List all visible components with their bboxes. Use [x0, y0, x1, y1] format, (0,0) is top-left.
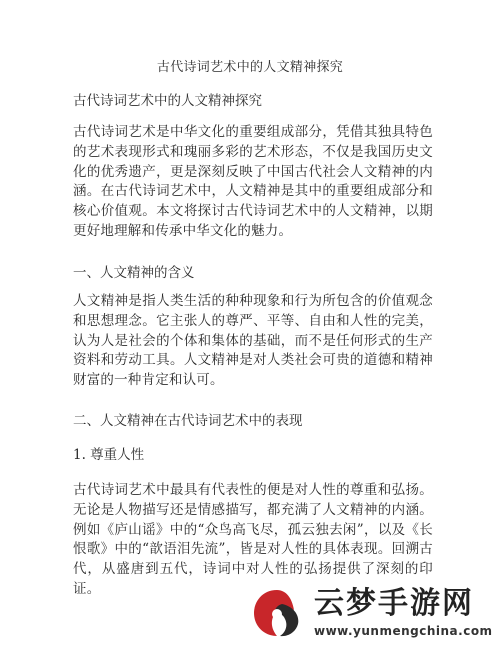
watermark-url: www.yunmengchina.com: [314, 624, 493, 638]
section-heading-expression: 二、人文精神在古代诗词艺术中的表现: [73, 413, 303, 429]
subsection-heading-humanity: 1. 尊重人性: [73, 447, 145, 463]
document-subtitle: 古代诗词艺术中的人文精神探究: [73, 93, 262, 109]
subsection-body-humanity: 古代诗词艺术中最具有代表性的便是对人性的尊重和弘扬。无论是人物描写还是情感描写，都充满了人文精神的内涵。例如《庐山谣》中的“众鸟高飞尽，孤云独去闲”，以及《长恨歌》中的“歆语泪先流”，皆是对人性的具体表现。回溯古代，从盛唐到五代，诗词中对人性的弘扬提供了深刻的印证。: [73, 482, 433, 597]
yunmeng-logo-icon: [248, 584, 306, 642]
section-body-meaning: 人文精神是指人类生活的种种现象和行为所包含的价值观念和思想理念。它主张人的尊严、平等、自由和人性的完美，认为人是社会的个体和集体的基础，而不是任何形式的生产资料和劳动工具。人文精神是对人类社会可贵的道德和精神财富的一种肯定和认可。: [73, 293, 433, 389]
section-heading-meaning: 一、人文精神的含义: [73, 265, 195, 281]
site-watermark: [248, 584, 500, 647]
document-title: 古代诗词艺术中的人文精神探究: [156, 60, 344, 75]
intro-paragraph: 古代诗词艺术是中华文化的重要组成部分，凭借其独具特色的艺术表现形式和瑰丽多彩的艺术形态，不仅是我国历史文化的优秀遗产，更是深刻反映了中国古代社会人文精神的内涵。在古代诗词艺术中，人文精神是其中的重要组成部分和核心价值观。本文将探讨古代诗词艺术中的人文精神，以期更好地理解和传承中华文化的魅力。: [73, 124, 433, 239]
watermark-brand-name: 云梦手游网: [314, 586, 474, 621]
